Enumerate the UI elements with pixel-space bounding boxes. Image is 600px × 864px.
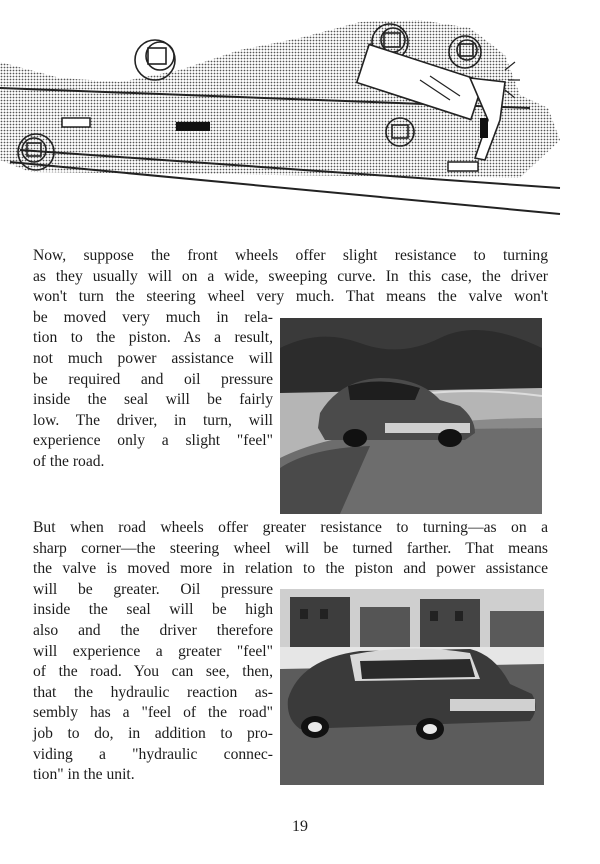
photo-car-at-corner [280,589,544,785]
photo-car-on-curve [280,318,542,514]
text-line: low. The driver, in turn, will [33,411,273,429]
text-line: inside the seal will be fairly [33,391,273,409]
text-line: viding a "hydraulic connec- [33,745,273,763]
text-line: be required and oil pressure [33,370,273,388]
text-line: of the road. [33,452,105,470]
text-line: as they usually will on a wide, sweeping curve. In this case, the driver [33,267,548,285]
text-line: be moved very much in rela- [33,308,273,326]
text-line: sembly has a "feel of the road" [33,704,273,722]
text-line: job to do, in addition to pro- [33,724,273,742]
steering-diagram-illustration [0,0,600,232]
text-line: experience only a slight "feel" [33,432,273,450]
text-line: inside the seal will be high [33,601,273,619]
text-line: But when road wheels offer greater resistance to turning—as on a [33,519,548,536]
text-line: will be greater. Oil pressure [33,580,273,598]
text-line: not much power assistance will [33,349,273,367]
text-line: that the hydraulic reaction as- [33,683,273,701]
text-line: also and the driver therefore [33,621,273,639]
text-line: sharp corner—the steering wheel will be turned farther. That means [33,539,548,557]
text-line: the valve is moved more in relation to the piston and power assistance [33,560,548,578]
text-line: tion" in the unit. [33,766,135,784]
text-line: tion to the piston. As a result, [33,329,273,347]
text-line: will experience a greater "feel" [33,642,273,660]
text-line: Now, suppose the front wheels offer slight resistance to turning [33,247,548,264]
page-number: 19 [292,818,308,835]
text-line: of the road. You can see, then, [33,663,273,681]
text-line: won't turn the steering wheel very much. That means the valve won't [33,288,548,306]
